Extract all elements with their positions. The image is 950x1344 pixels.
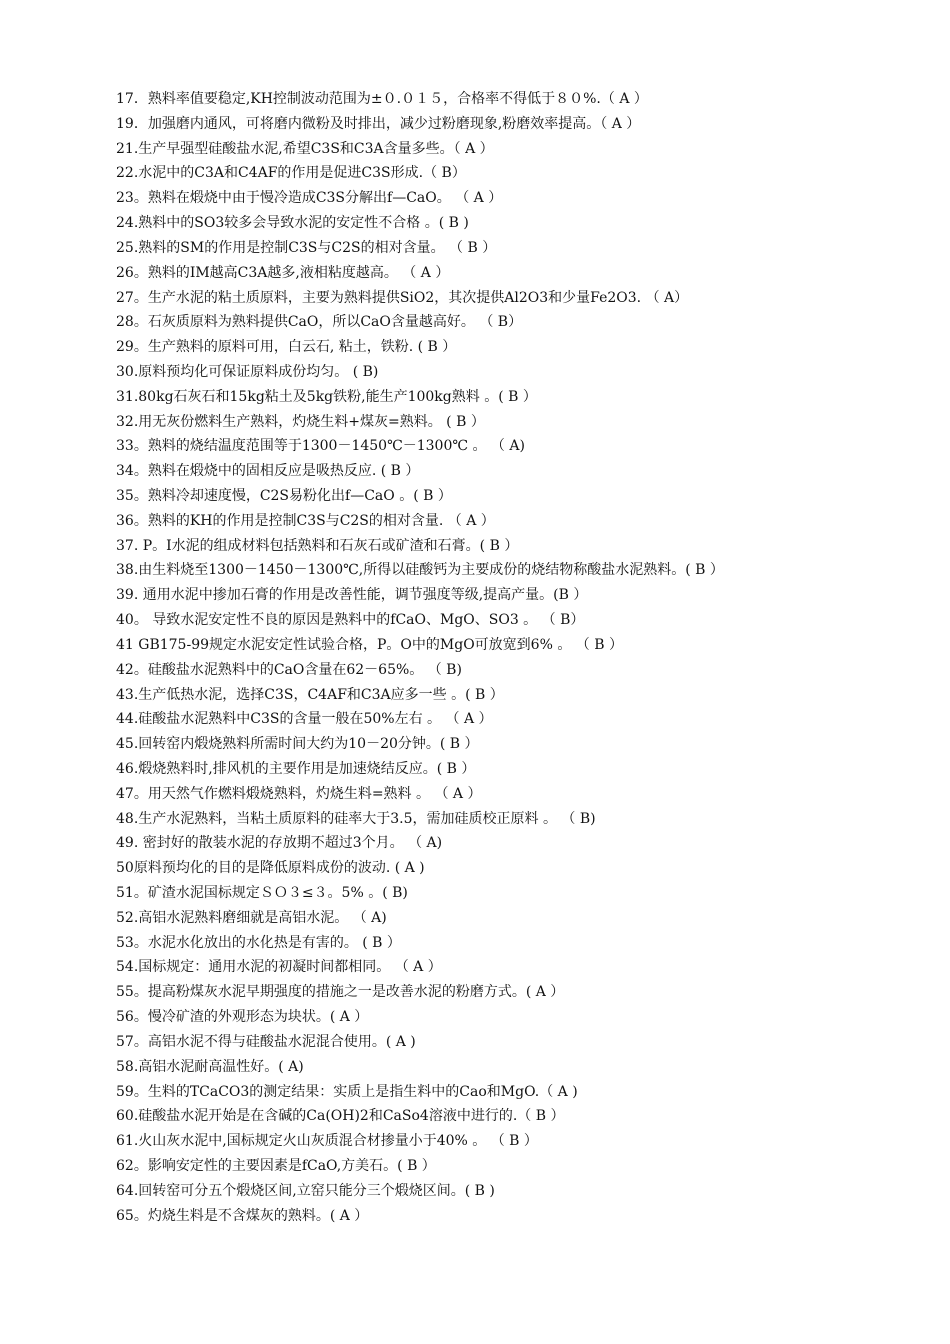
question-line-36: 36。熟料的KH的作用是控制C3S与C2S的相对含量. （ A ）	[116, 512, 495, 529]
question-line-40: 40。 导致水泥安定性不良的原因是熟料中的fCaO、MgO、SO3 。 （ B）	[116, 612, 585, 629]
question-line-39: 39. 通用水泥中掺加石膏的作用是改善性能，调节强度等级,提高产量。(B ）	[116, 587, 588, 604]
question-line-48: 48.生产水泥熟料，当粘土质原料的硅率大于3.5，需加硅质校正原料 。 （ B)	[116, 810, 596, 827]
question-line-35: 35。熟料冷却速度慢，C2S易粉化出f—CaO 。( B ）	[116, 488, 452, 504]
question-line-61: 61.火山灰水泥中,国标规定火山灰质混合材掺量小于40% 。 （ B ）	[116, 1133, 538, 1150]
question-line-60: 60.硅酸盐水泥开始是在含碱的Ca(OH)2和CaSo4溶液中进行的.（ B ）	[116, 1108, 565, 1125]
question-line-24: 24.熟料中的SO3较多会导致水泥的安定性不合格 。( B )	[116, 215, 469, 232]
question-line-58: 58.高铝水泥耐高温性好。( A)	[116, 1058, 304, 1075]
question-line-34: 34。熟料在煅烧中的固相反应是吸热反应. ( B ）	[116, 463, 420, 480]
question-line-28: 28。石灰质原料为熟料提供CaO，所以CaO含量越高好。 （ B）	[116, 314, 523, 331]
question-line-49: 49. 密封好的散装水泥的存放期不超过3个月。 （ A)	[116, 835, 443, 852]
question-line-46: 46.煅烧熟料时,排风机的主要作用是加速烧结反应。( B ）	[116, 760, 476, 777]
question-line-47: 47。用天然气作燃料煅烧熟料，灼烧生料=熟料 。 （ A ）	[116, 785, 482, 802]
question-line-59: 59。生料的TCaCO3的测定结果：实质上是指生料中的Cao和MgO.（ A )	[116, 1083, 578, 1100]
question-line-38: 38.由生料烧至1300－1450－1300℃,所得以硅酸钙为主要成份的烧结物称酸盐水泥熟料。( B ）	[116, 562, 724, 579]
question-line-23: 23。熟料在煅烧中由于慢冷造成C3S分解出f—CaO。 （ A ）	[116, 190, 503, 207]
question-line-30: 30.原料预均化可保证原料成份均匀。 ( B)	[116, 363, 379, 380]
question-line-42: 42。硅酸盐水泥熟料中的CaO含量在62－65%。 （ B)	[116, 661, 462, 678]
question-line-65: 65。灼烧生料是不含煤灰的熟料。( A ）	[116, 1207, 369, 1224]
question-line-33: 33。熟料的烧结温度范围等于1300－1450℃－1300℃ 。 （ A)	[116, 438, 525, 455]
question-line-22: 22.水泥中的C3A和C4AF的作用是促进C3S形成.（ B）	[116, 165, 466, 182]
question-line-55: 55。提高粉煤灰水泥早期强度的措施之一是改善水泥的粉磨方式。( A ）	[116, 984, 565, 1001]
question-line-41: 41 GB175-99规定水泥安定性试验合格，P。O中的MgO可放宽到6% 。 （ B ）	[116, 636, 623, 653]
question-line-25: 25.熟料的SM的作用是控制C3S与C2S的相对含量。 （ B ）	[116, 239, 497, 256]
question-line-26: 26。熟料的IM越高C3A越多,液相粘度越高。 （ A ）	[116, 264, 450, 281]
question-line-17: 17．熟料率值要稳定,KH控制波动范围为±０.０１５，合格率不得低于８０%.（ A ）	[116, 91, 648, 107]
question-line-56: 56。慢冷矿渣的外观形态为块状。( A ）	[116, 1009, 369, 1026]
question-line-57: 57。高铝水泥不得与硅酸盐水泥混合使用。( A )	[116, 1033, 416, 1050]
question-line-54: 54.国标规定：通用水泥的初凝时间都相同。 （ A ）	[116, 959, 442, 976]
question-list	[116, 87, 916, 1228]
question-line-37: 37. P。I水泥的组成材料包括熟料和石灰石或矿渣和石膏。( B ）	[116, 537, 519, 554]
question-line-45: 45.回转窑内煅烧熟料所需时间大约为10－20分钟。( B ）	[116, 736, 479, 753]
question-line-51: 51。矿渣水泥国标规定ＳＯ３≤３。5% 。( B)	[116, 885, 408, 901]
question-line-62: 62。影响安定性的主要因素是fCaO,方美石。( B ）	[116, 1157, 436, 1174]
question-line-27: 27。生产水泥的粘土质原料，主要为熟料提供SiO2，其次提供Al2O3和少量Fe2O3. （ A）	[116, 289, 689, 306]
question-line-44: 44.硅酸盐水泥熟料中C3S的含量一般在50%左右 。 （ A ）	[116, 711, 493, 728]
question-line-19: 19．加强磨内通风，可将磨内微粉及时排出，减少过粉磨现象,粉磨效率提高。（ A ）	[116, 115, 641, 132]
question-line-64: 64.回转窑可分五个煅烧区间,立窑只能分三个煅烧区间。( B )	[116, 1182, 495, 1199]
question-line-29: 29。生产熟料的原料可用，白云石, 粘土，铁粉. ( B ）	[116, 339, 457, 356]
question-line-43: 43.生产低热水泥，选择C3S，C4AF和C3A应多一些 。( B ）	[116, 686, 504, 703]
question-line-50: 50原料预均化的目的是降低原料成份的波动. ( A )	[116, 860, 425, 877]
question-line-52: 52.高铝水泥熟料磨细就是高铝水泥。 （ A)	[116, 909, 387, 926]
question-line-21: 21.生产早强型硅酸盐水泥,希望C3S和C3A含量多些。（ A ）	[116, 140, 494, 157]
question-line-32: 32.用无灰份燃料生产熟料，灼烧生料+煤灰=熟料。 ( B ）	[116, 413, 485, 430]
question-line-53: 53。水泥水化放出的水化热是有害的。 ( B ）	[116, 934, 401, 951]
question-line-31: 31.80kg石灰石和15kg粘土及5kg铁粉,能生产100kg熟料 。( B ）	[116, 388, 537, 405]
